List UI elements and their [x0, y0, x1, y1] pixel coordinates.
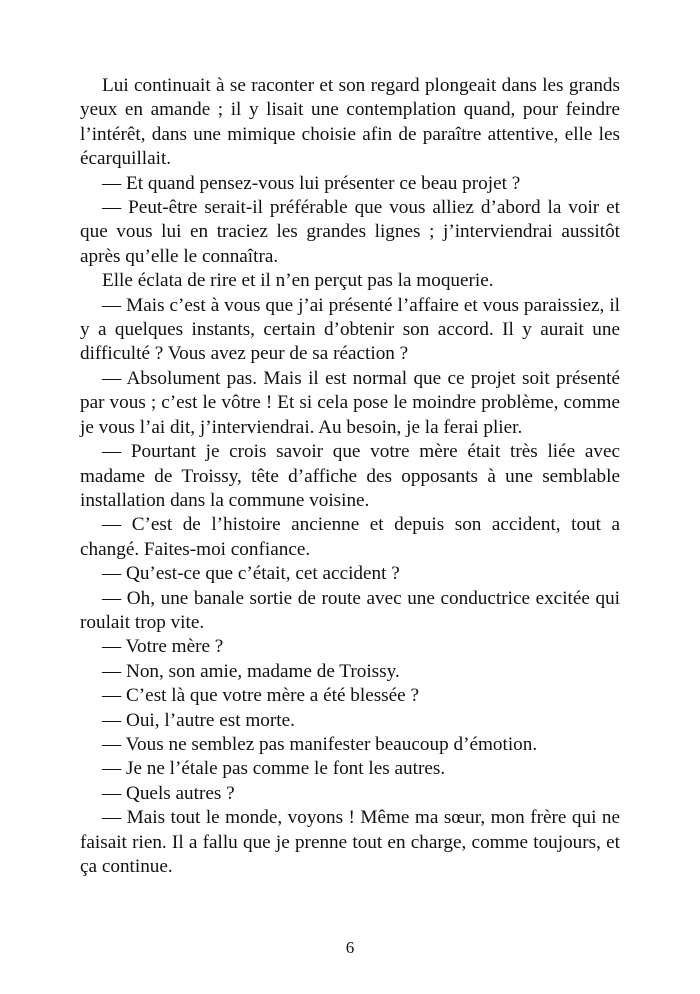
paragraph: — Mais tout le monde, voyons ! Même ma sœur, mon frère qui ne faisait rien. Il a fallu que je prenne tout en charge, comme toujours, et ça continue.: [80, 807, 620, 877]
paragraph: — Mais c’est à vous que j’ai présenté l’affaire et vous paraissiez, il y a quelques instants, certain d’obtenir son accord. Il y aurait une difficulté ? Vous avez peur de sa réaction ?: [80, 294, 620, 365]
paragraph: — Absolument pas. Mais il est normal que ce projet soit présenté par vous ; c’est le vôtre ! Et si cela pose le moindre problème, comme je vous l’ai dit, j’interviendrai. Au besoin, je la ferai plier.: [80, 367, 620, 438]
page-number: 6: [345, 938, 355, 957]
paragraph: Elle éclata de rire et il n’en perçut pas la moquerie.: [102, 270, 494, 292]
paragraph: — Quels autres ?: [102, 782, 235, 804]
paragraph: — Votre mère ?: [102, 636, 224, 658]
paragraph: Lui continuait à se raconter et son regard plongeait dans les grands yeux en amande ; il y lisait une contemplation quand, pour feindre l’intérêt, dans une mimique choisie afin de paraître attentive, elle les écarquillait.: [80, 75, 620, 170]
paragraph: — Non, son amie, madame de Troissy.: [102, 660, 400, 682]
paragraph: — Je ne l’étale pas comme le font les autres.: [102, 758, 446, 780]
paragraph: — Peut-être serait-il préférable que vous alliez d’abord la voir et que vous lui en traciez les grandes lignes ; j’interviendrai aussitôt après qu’elle le connaîtra.: [80, 197, 620, 267]
paragraph: — C’est là que votre mère a été blessée ?: [102, 685, 419, 707]
page-text-block: [80, 74, 620, 879]
paragraph: — Qu’est-ce que c’était, cet accident ?: [102, 563, 400, 585]
paragraph: — C’est de l’histoire ancienne et depuis son accident, tout a changé. Faites-moi confiance.: [80, 514, 620, 560]
paragraph: — Pourtant je crois savoir que votre mère était très liée avec madame de Troissy, tête d’affiche des opposants à une semblable installation dans la commune voisine.: [80, 441, 620, 511]
paragraph: — Et quand pensez-vous lui présenter ce beau projet ?: [102, 172, 521, 194]
paragraph: — Vous ne semblez pas manifester beaucoup d’émotion.: [102, 733, 538, 755]
paragraph: — Oui, l’autre est morte.: [102, 709, 295, 731]
paragraph: — Oh, une banale sortie de route avec une conductrice excitée qui roulait trop vite.: [80, 587, 620, 633]
